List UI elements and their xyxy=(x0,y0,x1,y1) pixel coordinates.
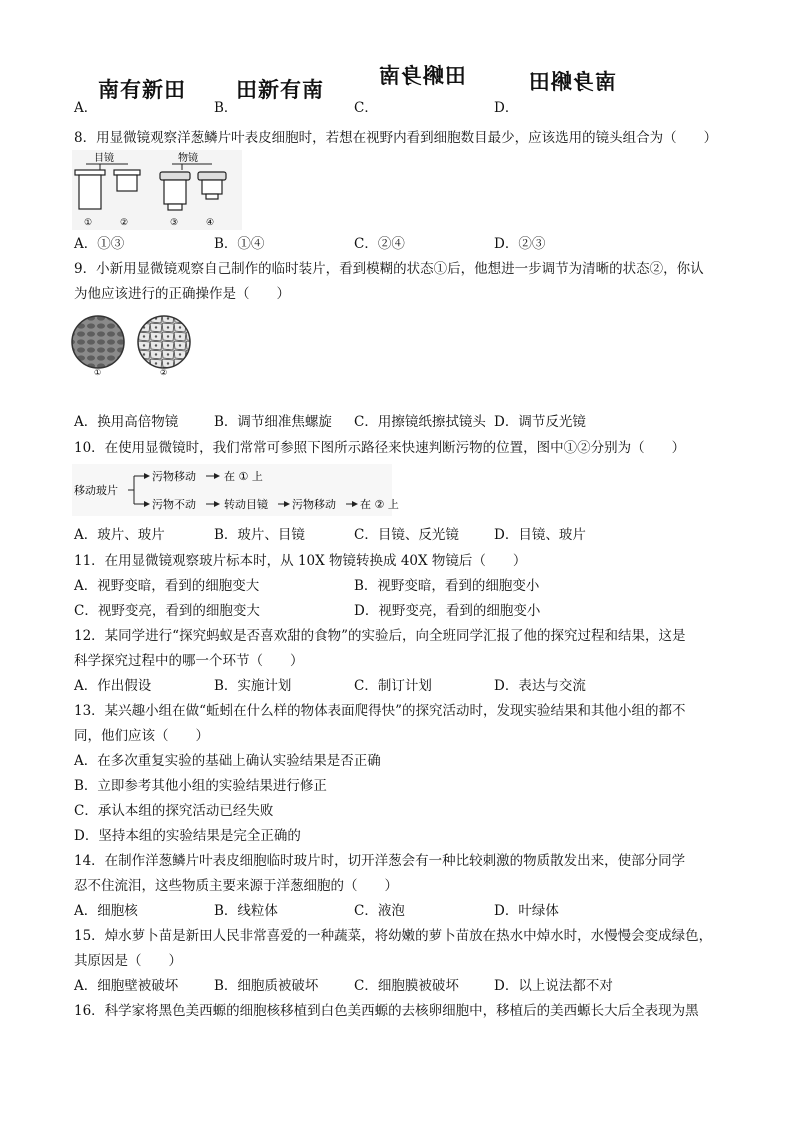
q7-option-c-letter: C． xyxy=(354,100,378,116)
q9-stem-line2: 为他应该进行的正确操作是（ ） xyxy=(74,286,290,302)
q12-option-c: C．制订计划 xyxy=(354,678,432,694)
q13-option-a: A．在多次重复实验的基础上确认实验结果是否正确 xyxy=(74,753,381,769)
q14-option-c: C．液泡 xyxy=(354,903,405,919)
q8-option-c: C．②④ xyxy=(354,236,405,252)
q14-option-d: D．叶绿体 xyxy=(494,903,559,919)
flow-mid2: 转动目镜 xyxy=(224,498,268,511)
q13-stem-line1: 13．某兴趣小组在做“蚯蚓在什么样的物体表面爬得快”的探究活动时，发现实验结果和其他小组的都不 xyxy=(74,703,686,719)
q14-option-a: A．细胞核 xyxy=(74,903,138,919)
q15-option-a: A．细胞壁被破坏 xyxy=(74,978,179,994)
q15-stem-line2: 其原因是（ ） xyxy=(74,953,182,969)
q8-option-a: A．①③ xyxy=(74,236,125,252)
q8-option-d: D．②③ xyxy=(494,236,546,252)
q15-option-b: B．细胞质被破坏 xyxy=(214,978,319,994)
eyepiece-1 xyxy=(75,170,105,209)
q8-lens-figure xyxy=(72,150,242,230)
blurry-view xyxy=(72,316,124,368)
q12-stem-line2: 科学探究过程中的哪一个环节（ ） xyxy=(74,653,304,669)
flow-result1: 在 ① 上 xyxy=(224,470,263,483)
q10-stem: 10．在使用显微镜时，我们常常可参照下图所示路径来快速判断污物的位置，图中①②分别为（ ） xyxy=(74,440,686,456)
q11-stem: 11．在用显微镜观察玻片标本时，从 10X 物镜转换成 40X 物镜后（ ） xyxy=(74,553,527,569)
q8-label-4: ④ xyxy=(206,218,215,228)
q14-stem-line1: 14．在制作洋葱鳞片叶表皮细胞临时玻片时，切开洋葱会有一种比较刺激的物质散发出来，使部分同学 xyxy=(74,853,686,869)
q8-label-1: ① xyxy=(84,218,93,228)
q14-option-b: B．线粒体 xyxy=(214,903,278,919)
flow-branch2: 污物不动 xyxy=(152,498,196,511)
q7-option-a-image: 南有新田 xyxy=(98,78,186,102)
q7-option-c-image: 田蝌身南 xyxy=(378,64,466,88)
q13-stem-line2: 同，他们应该（ ） xyxy=(74,728,209,744)
flow-result2: 在 ② 上 xyxy=(360,498,399,511)
q12-option-b: B．实施计划 xyxy=(214,678,292,694)
clear-view xyxy=(138,316,190,368)
q7-option-b-image: 田新有南 xyxy=(236,78,324,102)
q15-option-d: D．以上说法都不对 xyxy=(494,978,613,994)
q15-stem-line1: 15．焯水萝卜苗是新田人民非常喜爱的一种蔬菜，将幼嫩的萝卜苗放在热水中焯水时，水慢慢会变成绿色， xyxy=(74,928,713,944)
q12-option-a: A．作出假设 xyxy=(74,678,152,694)
q9-option-b: B．调节细准焦螺旋 xyxy=(214,414,332,430)
q7-option-b-letter: B． xyxy=(214,100,238,116)
q9-stem-line1: 9．小新用显微镜观察自己制作的临时装片，看到模糊的状态①后，他想进一步调节为清晰的状态②，你认 xyxy=(74,261,704,277)
q9-microscope-views xyxy=(66,314,206,376)
flow-start: 移动玻片 xyxy=(74,484,118,497)
q9-label-1: ① xyxy=(94,368,102,377)
q13-option-d: D．坚持本组的实验结果是完全正确的 xyxy=(74,828,301,844)
q8-option-b: B．①④ xyxy=(214,236,265,252)
q8-objective-label: 物镜 xyxy=(178,153,198,164)
q11-option-a: A．视野变暗，看到的细胞变大 xyxy=(74,578,260,594)
q7-option-d-image: 南身蝌田 xyxy=(528,70,616,94)
q14-stem-line2: 忍不住流泪，这些物质主要来源于洋葱细胞的（ ） xyxy=(74,878,398,894)
q11-option-c: C．视野变亮，看到的细胞变大 xyxy=(74,603,260,619)
eyepiece-2 xyxy=(114,170,140,191)
q13-option-c: C．承认本组的探究活动已经失败 xyxy=(74,803,274,819)
q13-option-b: B．立即参考其他小组的实验结果进行修正 xyxy=(74,778,327,794)
q7-option-a-letter: A． xyxy=(74,100,98,116)
q10-option-c: C．目镜、反光镜 xyxy=(354,527,459,543)
objective-3 xyxy=(160,172,190,210)
q8-label-3: ③ xyxy=(170,218,179,228)
q10-option-d: D．目镜、玻片 xyxy=(494,527,586,543)
q12-option-d: D．表达与交流 xyxy=(494,678,586,694)
q9-option-a: A．换用高倍物镜 xyxy=(74,414,179,430)
q10-option-b: B．玻片、目镜 xyxy=(214,527,305,543)
q10-flow-diagram xyxy=(72,464,399,516)
q10-option-a: A．玻片、玻片 xyxy=(74,527,165,543)
q9-option-c: C．用擦镜纸擦拭镜头 xyxy=(354,414,486,430)
q7-option-d-letter: D． xyxy=(494,100,519,116)
q16-stem-line1: 16．科学家将黑色美西螈的细胞核移植到白色美西螈的去核卵细胞中，移植后的美西螈长大后全表现为黑 xyxy=(74,1003,699,1019)
q12-stem-line1: 12．某同学进行“探究蚂蚁是否喜欢甜的食物”的实验后，向全班同学汇报了他的探究过程和结果，这是 xyxy=(74,628,686,644)
q9-option-d: D．调节反光镜 xyxy=(494,414,586,430)
q11-option-b: B．视野变暗，看到的细胞变小 xyxy=(354,578,540,594)
q8-stem: 8．用显微镜观察洋葱鳞片叶表皮细胞时，若想在视野内看到细胞数目最少，应该选用的镜头组合为（ ） xyxy=(74,130,718,146)
q15-option-c: C．细胞膜被破坏 xyxy=(354,978,459,994)
q11-option-d: D．视野变亮，看到的细胞变小 xyxy=(354,603,541,619)
q8-label-2: ② xyxy=(120,218,129,228)
q8-eyepiece-label: 目镜 xyxy=(94,153,114,164)
flow-branch2b: 污物移动 xyxy=(292,498,336,511)
flow-branch1: 污物移动 xyxy=(152,470,196,483)
q9-label-2: ② xyxy=(160,368,168,377)
